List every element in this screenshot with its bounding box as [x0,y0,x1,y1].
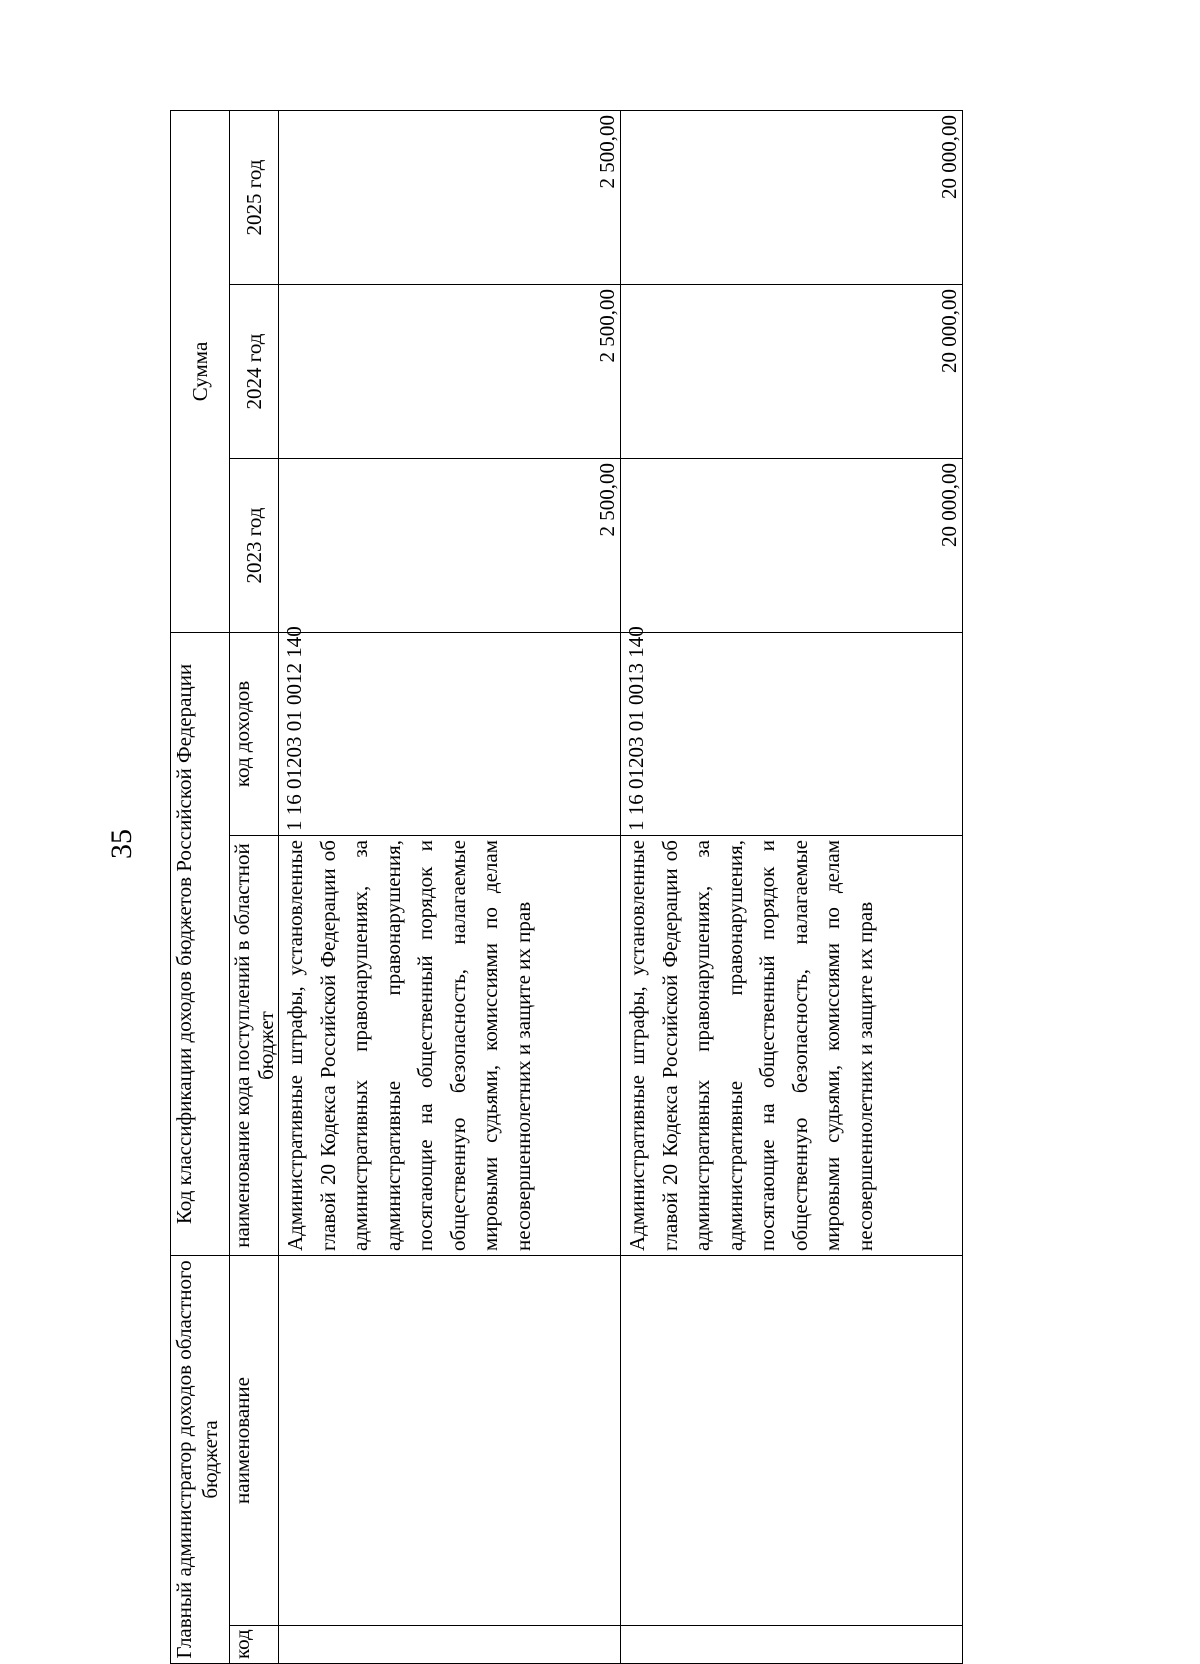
col-2025-header: 2025 год [230,110,279,284]
col-code-header: код [230,1626,279,1664]
admin-group-header: Главный администратор доходов областного бюджета [171,1256,230,1664]
row-code-cell [621,1626,963,1664]
row-name-cell [621,1256,963,1626]
header-row-sub [230,110,279,1663]
col-revenue-name-header: наименование кода поступлений в областной бюджет [230,836,279,1256]
row-sum-2023-cell: 2 500,00 [279,458,621,632]
col-revenue-code-header: код доходов [230,632,279,835]
classification-group-header: Код классификации доходов бюджетов Российской Федерации [171,632,230,1255]
table-row [279,110,621,1663]
sum-group-header: Сумма [171,110,230,632]
revenue-table [170,110,963,1664]
row-revenue-code-cell: 1 16 01203 01 0013 140 [621,632,963,835]
rotated-table-area [170,112,1012,1664]
row-description-cell: Административные штрафы, установленные главой 20 Кодекса Российской Федерации об административных правонарушениях, за административные правонарушения, посягающие на общественный порядок и общественную безопасность, налагаемые мировыми судьями, комиссиями по делам несовершеннолетних и защите их прав [279,836,621,1256]
page-number: 35 [105,829,138,859]
col-name-header: наименование [230,1256,279,1626]
row-sum-2023-cell: 20 000,00 [621,458,963,632]
row-name-cell [279,1256,621,1626]
row-revenue-code-cell: 1 16 01203 01 0012 140 [279,632,621,835]
row-code-cell [279,1626,621,1664]
row-sum-2025-cell: 20 000,00 [621,110,963,284]
col-2024-header: 2024 год [230,284,279,458]
row-description-cell: Административные штрафы, установленные главой 20 Кодекса Российской Федерации об административных правонарушениях, за административные правонарушения, посягающие на общественный порядок и общественную безопасность, налагаемые мировыми судьями, комиссиями по делам несовершеннолетних и защите их прав [621,836,963,1256]
rotated-table-container [170,112,1012,1664]
row-sum-2024-cell: 20 000,00 [621,284,963,458]
row-sum-2024-cell: 2 500,00 [279,284,621,458]
col-2023-header: 2023 год [230,458,279,632]
header-row-top [171,110,230,1663]
table-row [621,110,963,1663]
row-sum-2025-cell: 2 500,00 [279,110,621,284]
